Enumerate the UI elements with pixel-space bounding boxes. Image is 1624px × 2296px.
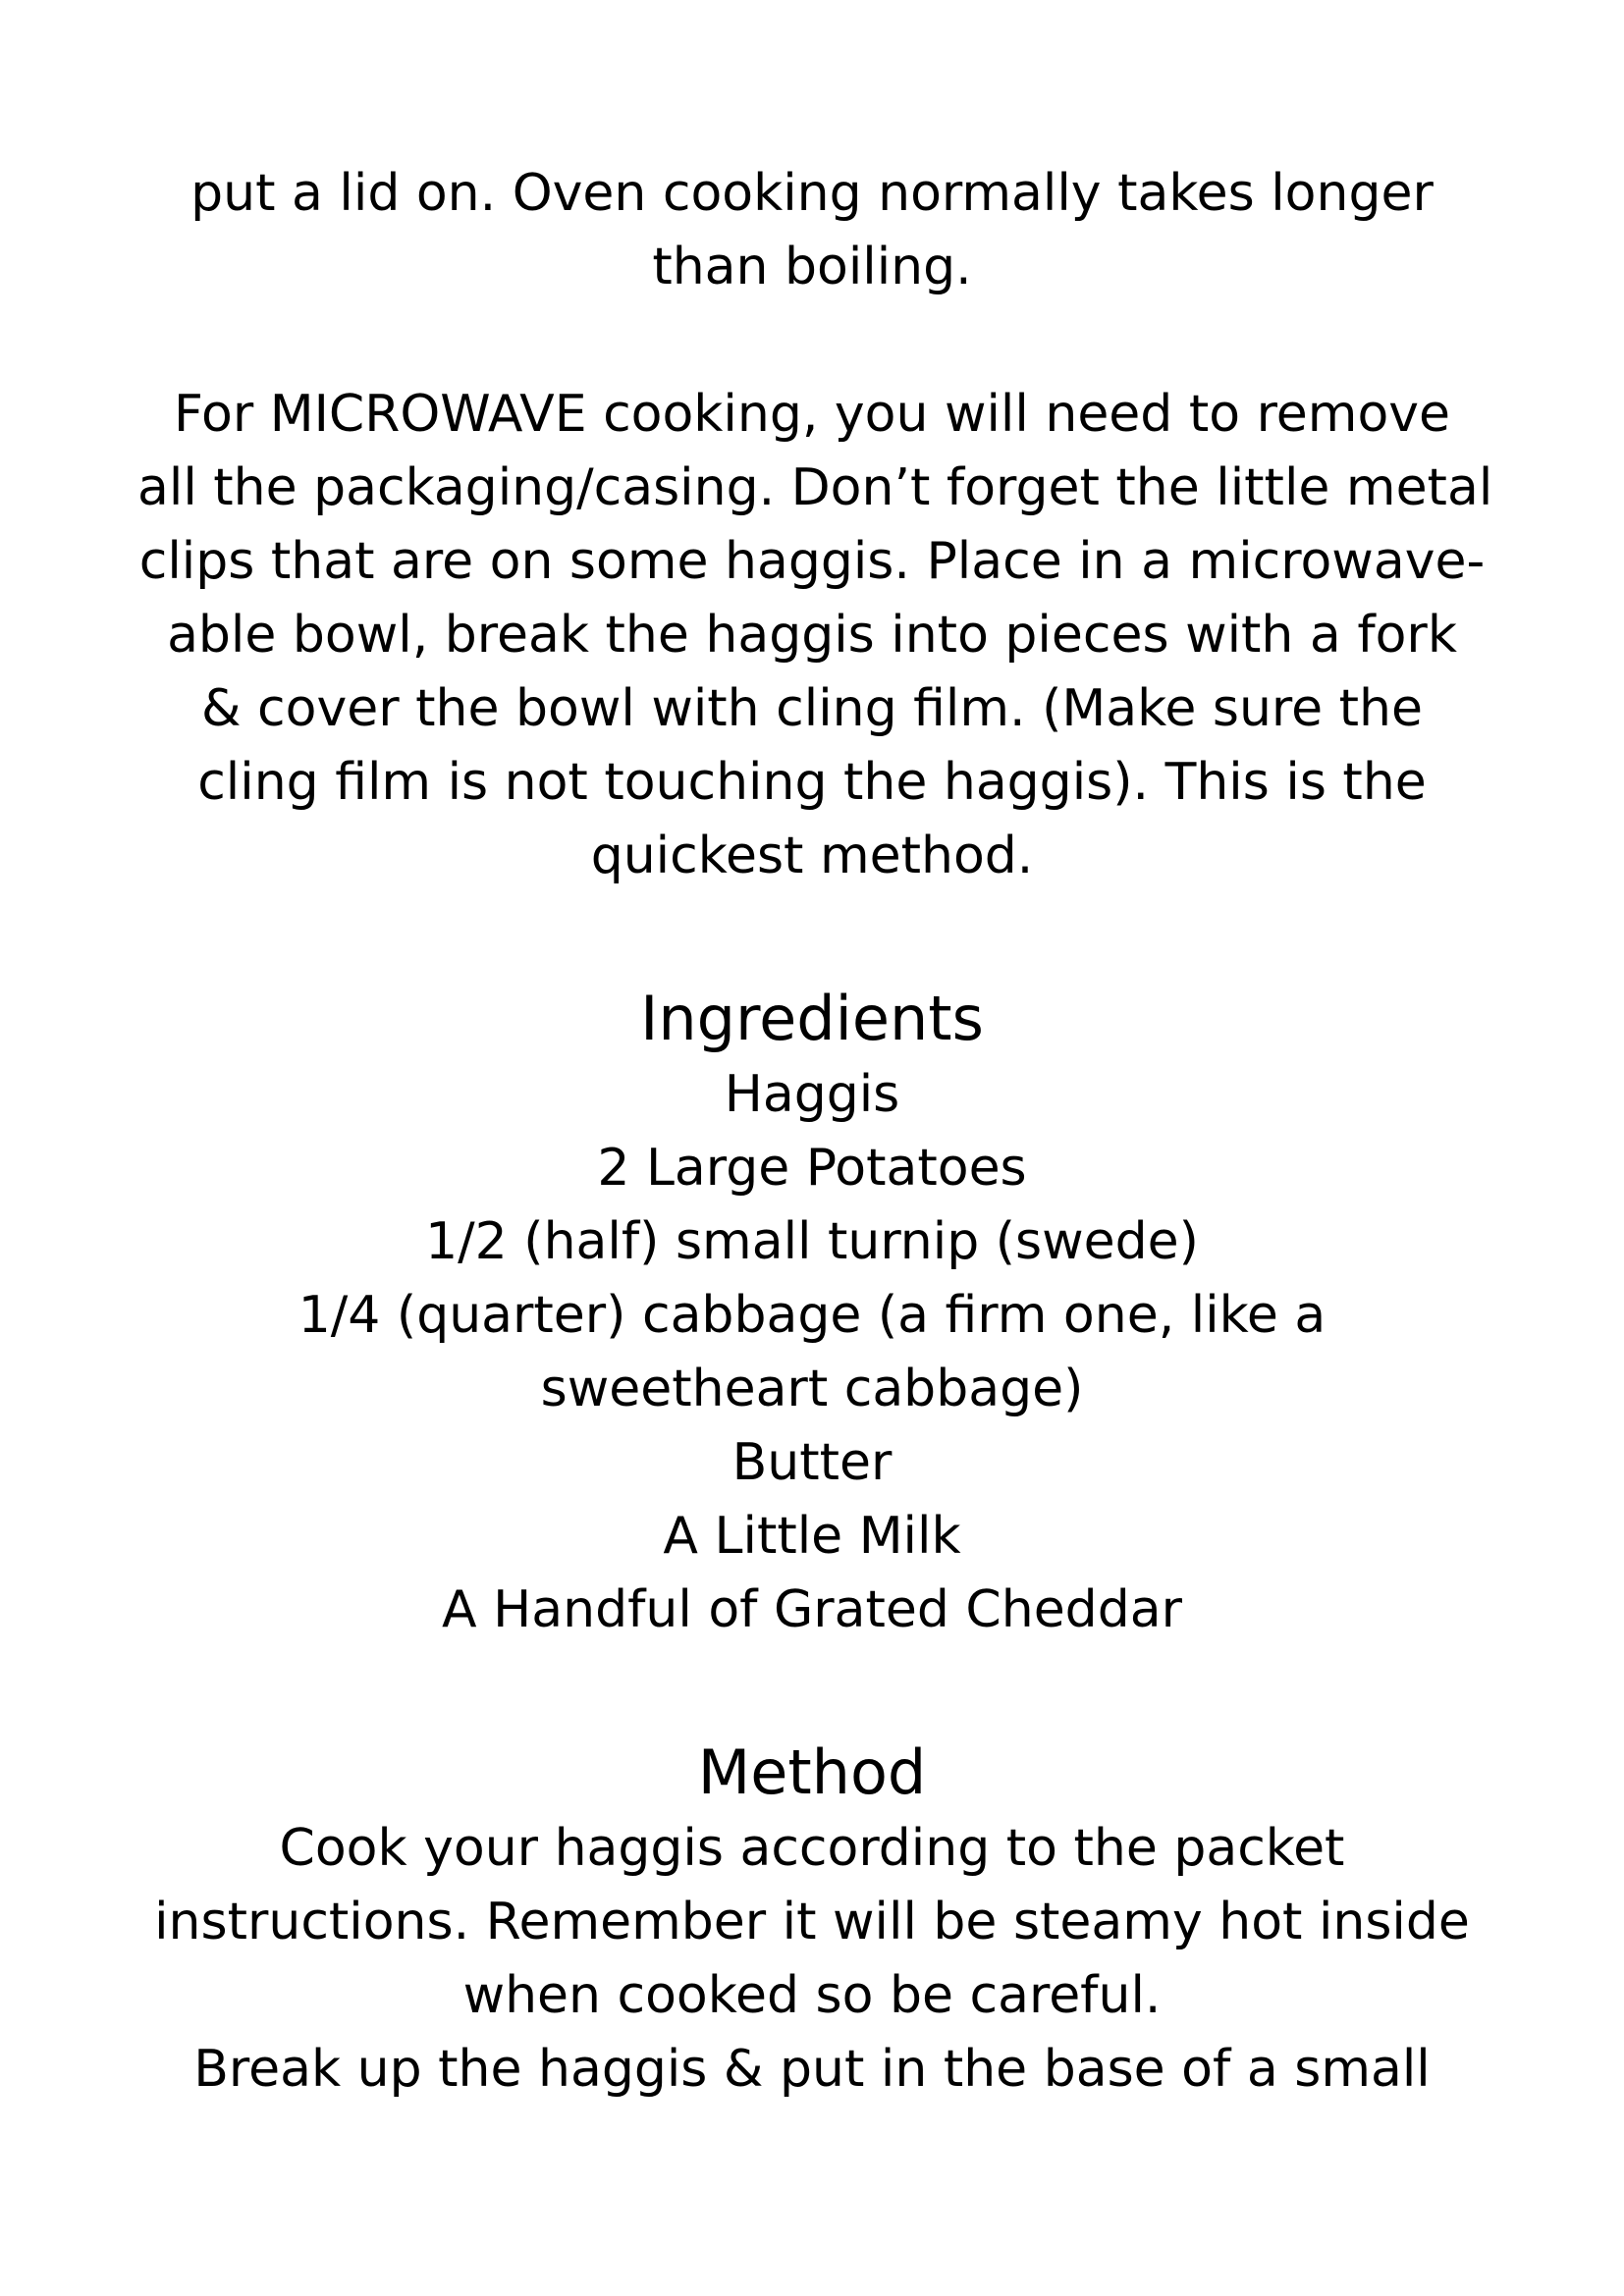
- text-line: quickest method.: [590, 827, 1034, 885]
- microwave-paragraph: [137, 378, 1493, 893]
- text-line: able bowl, break the haggis into pieces with a fork: [167, 606, 1457, 665]
- ingredient-item: 1/2 (half) small turnip (swede): [425, 1212, 1199, 1271]
- text-line: clips that are on some haggis. Place in a microwave-: [138, 532, 1486, 591]
- ingredient-item: Haggis: [724, 1065, 900, 1124]
- paragraph-spacer: [137, 893, 1487, 980]
- text-line: For MICROWAVE cooking, you will need to remove: [173, 385, 1451, 444]
- intro-paragraph: [137, 157, 1487, 304]
- ingredient-item: A Handful of Grated Cheddar: [442, 1580, 1182, 1639]
- ingredient-item: 2 Large Potatoes: [597, 1139, 1027, 1198]
- paragraph-spacer: [137, 304, 1487, 378]
- ingredient-item: 1/4 (quarter) cabbage (a firm one, like a: [298, 1286, 1326, 1345]
- text-line: cling film is not touching the haggis). This is the: [197, 753, 1427, 812]
- recipe-page: [137, 157, 1493, 2107]
- method-line: Break up the haggis & put in the base of a small: [193, 2040, 1431, 2099]
- ingredient-item: Butter: [731, 1433, 893, 1492]
- text-line: than boiling.: [652, 238, 972, 296]
- text-line: put a lid on. Oven cooking normally takes longer: [190, 164, 1434, 223]
- paragraph-spacer: [137, 1647, 1487, 1734]
- method-line: when cooked so be careful.: [462, 1966, 1162, 2025]
- method-section: [137, 1734, 1487, 2107]
- method-line: Cook your haggis according to the packet: [279, 1819, 1345, 1878]
- ingredient-item: sweetheart cabbage): [540, 1360, 1084, 1418]
- method-line: instructions. Remember it will be steamy hot inside: [154, 1893, 1470, 1951]
- ingredients-heading: Ingredients: [640, 983, 984, 1054]
- method-heading: Method: [697, 1736, 927, 1808]
- ingredients-section: [137, 980, 1487, 1647]
- text-line: & cover the bowl with cling film. (Make sure the: [200, 679, 1424, 738]
- ingredient-item: A Little Milk: [663, 1507, 961, 1566]
- text-line: all the packaging/casing. Don’t forget the little metal: [137, 458, 1493, 517]
